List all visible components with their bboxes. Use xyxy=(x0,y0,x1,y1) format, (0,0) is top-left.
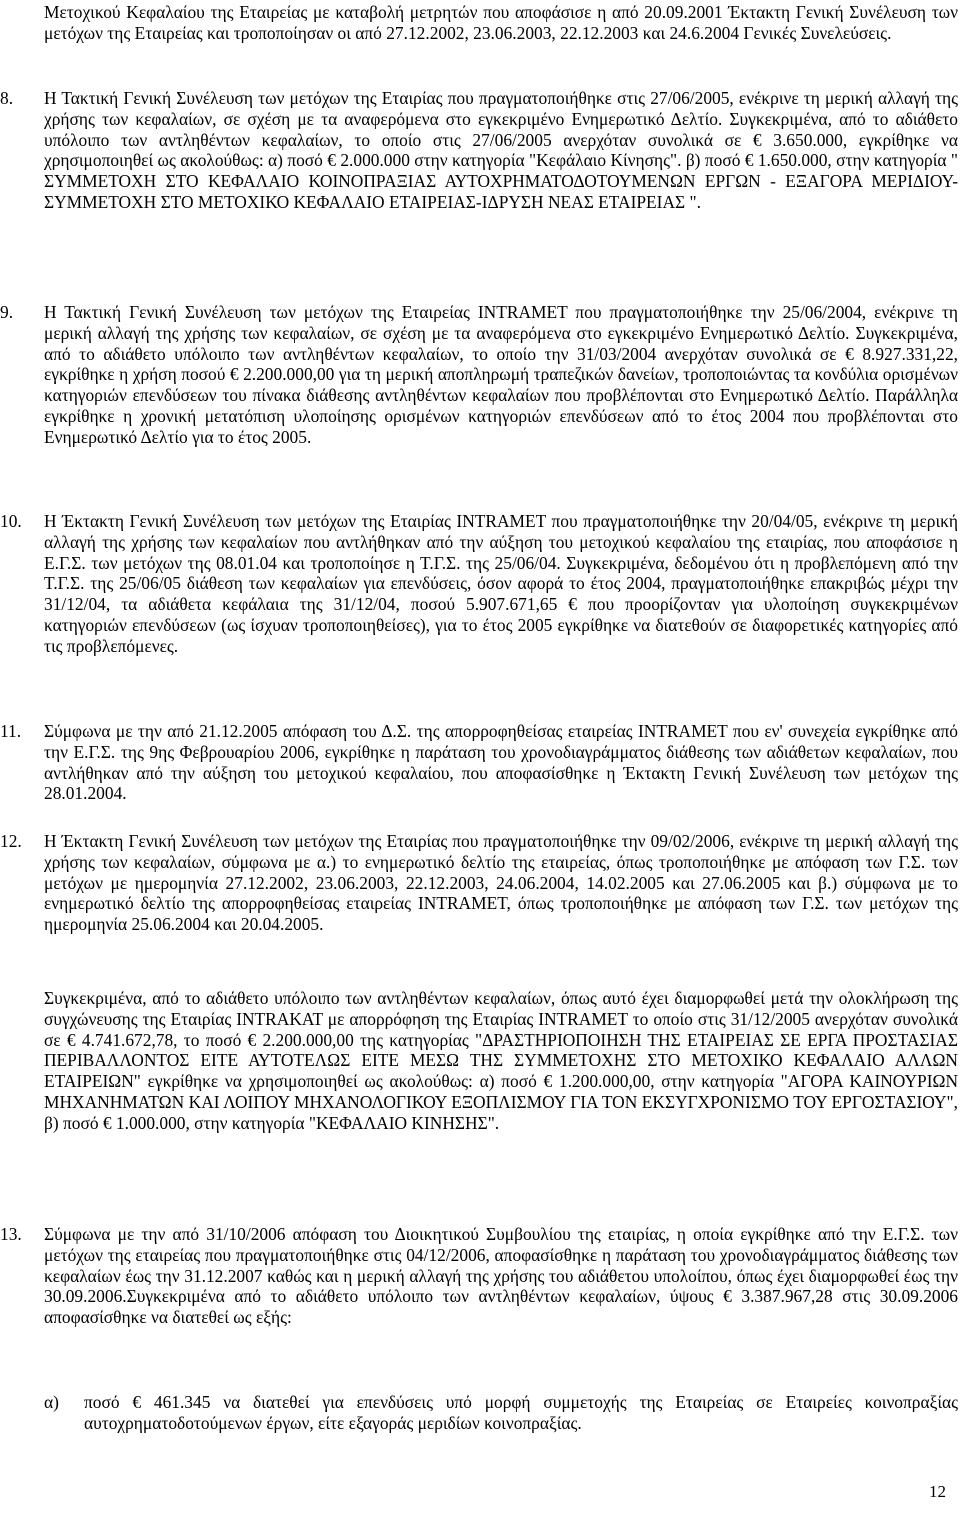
item-number: 12. xyxy=(0,831,22,851)
page-number: 12 xyxy=(929,1482,946,1501)
item-number: 8. xyxy=(0,88,14,108)
item-number: 10. xyxy=(0,511,22,531)
item-text: Σύμφωνα με την από 31/10/2006 απόφαση του Διοικητικού Συμβουλίου της εταιρίας, η οποία εγκρίθηκε από την Ε.Γ.Σ. των μετόχων της εταιρείας που πραγματοποιήθηκε στις 04/12/2006, αποφασίσθηκε η παράταση του χρονοδιαγράμματος διάθεσης των κεφαλαίων έως την 31.12.2007 καθώς και η μερική αλλαγή της χρήσης του αδιάθετου υπολοίπου, όπως έχει διαμορφωθεί έως την 30.09.2006.Συγκεκριμένα από το αδιάθετο υπόλοιπο των αντληθέντων κεφαλαίων, ύψους € 3.387.967,28 στις 30.09.2006 αποφασίσθηκε να διατεθεί ως εξής: xyxy=(44,1224,958,1328)
sub-item-text: ποσό € 461.345 να διατεθεί για επενδύσεις υπό μορφή συμμετοχής της Εταιρείας σε Εταιρείες κοινοπραξίας αυτοχρηματοδοτούμενων έργων, είτε εξαγοράς μεριδίων κοινοπραξίας. xyxy=(84,1392,958,1433)
item-12-continuation: Συγκεκριμένα, από το αδιάθετο υπόλοιπο των αντληθέντων κεφαλαίων, όπως αυτό έχει διαμορφωθεί μετά την ολοκλήρωση της συγχώνευσης της Εταιρίας INTRAKAT με απορρόφηση της Εταιρίας INTRAMET το οποίο στις 31/12/2005 ανερχόταν συνολικά σε € 4.741.672,78, το ποσό € 2.200.000,00 της κατηγορίας "ΔΡΑΣΤΗΡΙΟΠΟΙΗΣΗ ΤΗΣ ΕΤΑΙΡΕΙΑΣ ΣΕ ΕΡΓΑ ΠΡΟΣΤΑΣΙΑΣ ΠΕΡΙΒΑΛΛΟΝΤΟΣ ΕΙΤΕ ΑΥΤΟΤΕΛΩΣ ΕΙΤΕ ΜΕΣΩ ΤΗΣ ΣΥΜΜΕΤΟΧΗΣ ΣΤΟ ΜΕΤΟΧΙΚΟ ΚΕΦΑΛΑΙΟ ΑΛΛΩΝ ΕΤΑΙΡΕΙΩΝ" εγκρίθηκε να χρησιμοποιηθεί ως ακολούθως: α) ποσό € 1.200.000,00, στην κατηγορία "ΑΓΟΡΑ ΚΑΙΝΟΥΡΙΩΝ ΜΗΧΑΝΗΜΑΤΩΝ ΚΑΙ ΛΟΙΠΟΥ ΜΗΧΑΝΟΛΟΓΙΚΟΥ ΕΞΟΠΛΙΣΜΟΥ ΓΙΑ ΤΟΝ ΕΚΣΥΓΧΡΟΝΙΣΜΟ ΤΟΥ ΕΡΓΟΣΤΑΣΙΟΥ", β) ποσό € 1.000.000, στην κατηγορία "ΚΕΦΑΛΑΙΟ ΚΙΝΗΣΗΣ". xyxy=(44,988,958,1133)
item-number: 11. xyxy=(0,721,22,741)
item-text: Η Τακτική Γενική Συνέλευση των μετόχων της Εταιρίας που πραγματοποιήθηκε στις 27/06/2005, ενέκρινε τη μερική αλλαγή της χρήσης των κεφαλαίων, σε σχέση με τα αναφερόμενα στο εγκεκριμένο Ενημερωτικό Δελτίο. Συγκεκριμένα, από το αδιάθετο υπόλοιπο των αντληθέντων κεφαλαίων, το οποίο στις 27/06/2005 ανερχόταν συνολικά σε € 3.650.000, εγκρίθηκε να χρησιμοποιηθεί ως ακολούθως: α) ποσό € 2.000.000 στην κατηγορία "Κεφάλαιο Κίνησης". β) ποσό € 1.650.000, στην κατηγορία " ΣΥΜΜΕΤΟΧΗ ΣΤΟ ΚΕΦΑΛΑΙΟ ΚΟΙΝΟΠΡΑΞΙΑΣ ΑΥΤΟΧΡΗΜΑΤΟΔΟΤΟΥΜΕΝΩΝ ΕΡΓΩΝ - ΕΞΑΓΟΡΑ ΜΕΡΙΔΙΟΥ-ΣΥΜΜΕΤΟΧΗ ΣΤΟ ΜΕΤΟΧΙΚΟ ΚΕΦΑΛΑΙΟ ΕΤΑΙΡΕΙΑΣ-ΙΔΡΥΣΗ ΝΕΑΣ ΕΤΑΙΡΕΙΑΣ ". xyxy=(44,88,958,212)
sub-item-label: α) xyxy=(44,1392,59,1412)
item-text: Η Έκτακτη Γενική Συνέλευση των μετόχων της Εταιρίας που πραγματοποιήθηκε την 09/02/2006, ενέκρινε τη μερική αλλαγή της χρήσης των κεφαλαίων, σύμφωνα με α.) το ενημερωτικό δελτίο της εταιρείας, όπως τροποποιήθηκε με απόφαση των Γ.Σ. των μετόχων με ημερομηνία 27.12.2002, 23.06.2003, 22.12.2003, 24.06.2004, 14.02.2005 και 27.06.2005 και β.) σύμφωνα με το ενημερωτικό δελτίο της απορροφηθείσας εταιρείας INTRAMET, όπως τροποποιήθηκε με απόφαση των Γ.Σ. των μετόχων της ημερομηνία 25.06.2004 και 20.04.2005. xyxy=(44,831,958,935)
item-text: Η Έκτακτη Γενική Συνέλευση των μετόχων της Εταιρίας INTRAMET που πραγματοποιήθηκε την 20/04/05, ενέκρινε τη μερική αλλαγή της χρήσης των κεφαλαίων που αντλήθηκαν από την αύξηση του μετοχικού κεφαλαίου της εταιρίας, που αποφάσισε η Ε.Γ.Σ. των μετόχων της 08.01.04 και τροποποίησε η Τ.Γ.Σ. της 25/06/04. Συγκεκριμένα, δεδομένου ότι η προβλεπόμενη από την Τ.Γ.Σ. της 25/06/05 διάθεση των κεφαλαίων για επενδύσεις, όσον αφορά το έτος 2004, πραγματοποιήθηκε επακριβώς μέχρι την 31/12/04, τα αδιάθετα κεφάλαια της 31/12/04, ποσού 5.907.671,65 € που προορίζονταν για υλοποίηση συγκεκριμένων κατηγοριών επενδύσεων (ως ίσχυαν τροποποιηθείσες), για το έτος 2005 εγκρίθηκε να διατεθούν σε διαφορετικές κατηγορίες από τις προβλεπόμενες. xyxy=(44,511,958,656)
item-number: 9. xyxy=(0,302,14,322)
item-number: 13. xyxy=(0,1224,22,1244)
item-text: Η Τακτική Γενική Συνέλευση των μετόχων της Εταιρείας INTRAMET που πραγματοποιήθηκε την 25/06/2004, ενέκρινε τη μερική αλλαγή της χρήσης των κεφαλαίων, σε σχέση με τα αναφερόμενα στο εγκεκριμένο Ενημερωτικό Δελτίο. Συγκεκριμένα, από το αδιάθετο υπόλοιπο των αντληθέντων κεφαλαίων, το οποίο την 31/03/2004 ανερχόταν συνολικά σε € 8.927.331,22, εγκρίθηκε η χρήση ποσού € 2.200.000,00 για τη μερική αποπληρωμή τραπεζικών δανείων, τροποποιώντας τα κονδύλια ορισμένων κατηγοριών επενδύσεων του πίνακα διάθεσης αντληθέντων κεφαλαίων που προβλέπονται στο Ενημερωτικό Δελτίο. Παράλληλα εγκρίθηκε η χρονική μετατόπιση υλοποίησης ορισμένων κατηγοριών επενδύσεων από το έτος 2004 που προβλέπονται στο Ενημερωτικό Δελτίο για το έτος 2005. xyxy=(44,302,958,447)
item-text: Σύμφωνα με την από 21.12.2005 απόφαση του Δ.Σ. της απορροφηθείσας εταιρείας INTRAMET που εν' συνεχεία εγκρίθηκε από την Ε.Γ.Σ. της 9ης Φεβρουαρίου 2006, εγκρίθηκε η παράταση του χρονοδιαγράμματος διάθεσης των αδιάθετων κεφαλαίων, που αντλήθηκαν από την αύξηση του μετοχικού κεφαλαίου, που αποφασίσθηκε η Έκτακτη Γενική Συνέλευση των μετόχων της 28.01.2004. xyxy=(44,721,958,804)
intro-paragraph: Μετοχικού Κεφαλαίου της Εταιρείας με καταβολή μετρητών που αποφάσισε η από 20.09.2001 Έκτακτη Γενική Συνέλευση των μετόχων της Εταιρείας και τροποποίησαν οι από 27.12.2002, 23.06.2003, 22.12.2003 και 24.6.2004 Γενικές Συνελεύσεις. xyxy=(44,2,958,43)
